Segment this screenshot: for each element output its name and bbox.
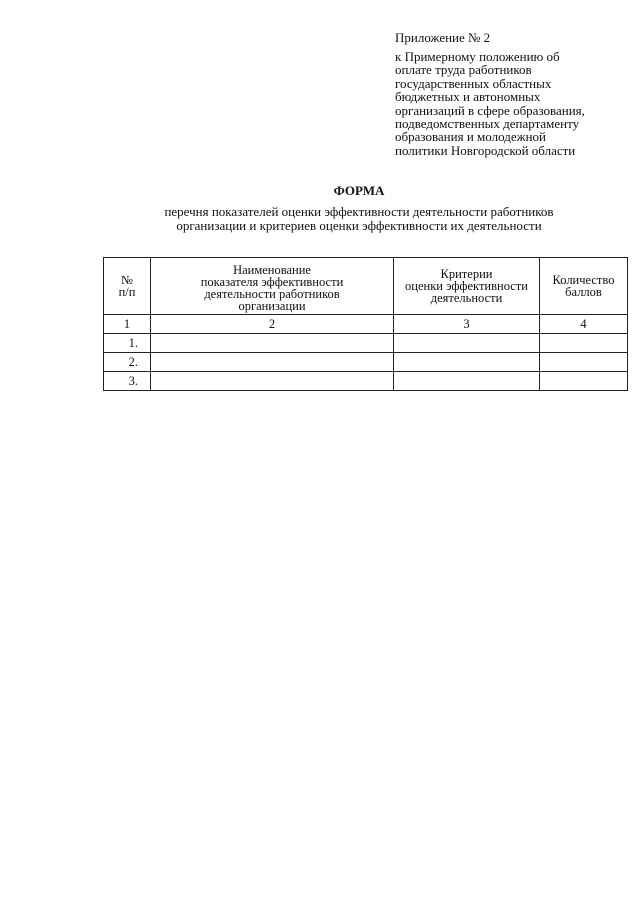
criteria-cell <box>394 334 540 353</box>
header-text: Критерии <box>440 267 493 281</box>
appendix-line: организаций в сфере образования, <box>395 102 585 118</box>
points-cell <box>540 353 628 372</box>
appendix-text <box>395 50 625 157</box>
indicator-cell <box>151 334 394 353</box>
row-number-cell: 3. <box>104 372 151 391</box>
header-text: Количество <box>552 273 615 287</box>
indicator-cell <box>151 353 394 372</box>
header-text: деятельности работников <box>204 287 340 301</box>
appendix-title: Приложение № 2 <box>395 30 491 45</box>
header-text: баллов <box>565 285 602 299</box>
criteria-cell <box>394 372 540 391</box>
criteria-cell <box>394 353 540 372</box>
points-cell <box>540 334 628 353</box>
header-text: оценки эффективности <box>405 279 528 293</box>
column-number-cell: 1 <box>104 315 151 334</box>
indicators-table <box>103 257 628 391</box>
table-row <box>104 372 628 391</box>
table-row <box>104 334 628 353</box>
header-text: показателя эффективности <box>200 275 344 289</box>
appendix-line: государственных областных <box>395 75 552 91</box>
header-text: организации <box>238 299 306 313</box>
appendix-line: подведомственных департаменту <box>395 116 580 132</box>
appendix-line: бюджетных и автономных <box>395 89 541 105</box>
table-row <box>104 353 628 372</box>
header-text: деятельности <box>430 291 503 305</box>
column-number-cell: 3 <box>394 315 540 334</box>
column-number-cell: 2 <box>151 315 394 334</box>
column-number-row <box>104 315 628 334</box>
header-text: Наименование <box>233 263 311 277</box>
indicator-cell <box>151 372 394 391</box>
row-number-cell: 2. <box>104 353 151 372</box>
header-indicator-cell <box>151 258 394 315</box>
appendix-line: образования и молодежной <box>395 129 546 145</box>
appendix-line: к Примерному положению об <box>395 49 560 64</box>
header-number-cell <box>104 258 151 315</box>
header-criteria-cell <box>394 258 540 315</box>
row-number-cell: 1. <box>104 334 151 353</box>
appendix-line: оплате труда работников <box>395 62 532 78</box>
header-text: № <box>121 273 133 287</box>
form-title: ФОРМА <box>333 183 385 198</box>
appendix-line: политики Новгородской области <box>395 142 576 158</box>
header-points-cell <box>540 258 628 315</box>
form-subtitle <box>0 205 640 232</box>
form-subtitle-line: перечня показателей оценки эффективности деятельности работников <box>164 204 554 219</box>
header-text: п/п <box>118 285 136 299</box>
form-subtitle-line: организации и критериев оценки эффективности их деятельности <box>176 217 542 233</box>
points-cell <box>540 372 628 391</box>
column-number-cell: 4 <box>540 315 628 334</box>
table-header-row <box>104 258 628 315</box>
